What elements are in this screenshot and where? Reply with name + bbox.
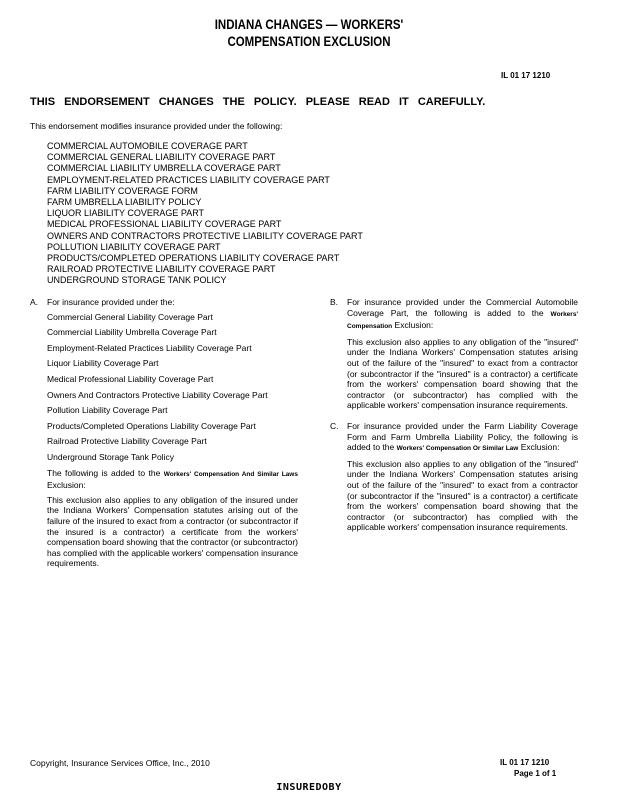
insuredoby-stamp: INSUREDOBY xyxy=(276,782,342,793)
section-letter: C. xyxy=(330,420,339,431)
endorsement-banner: THIS ENDORSEMENT CHANGES THE POLICY. PLEASE READ IT CAREFULLY. xyxy=(30,96,486,108)
section-b-c xyxy=(330,297,578,537)
coverage-part-item: POLLUTION LIABILITY COVERAGE PART xyxy=(47,241,221,252)
section-c-lead: For insurance provided under the Farm Liability Coverage Form and Farm Umbrella Liability Policy, the following is added to the Workers' Compensation Or Similar Law Exclusion: xyxy=(347,420,578,453)
coverage-part-item: LIQUOR LIABILITY COVERAGE PART xyxy=(47,208,205,219)
coverage-part-item: COMMERCIAL GENERAL LIABILITY COVERAGE PART xyxy=(47,152,276,163)
section-c-body: This exclusion also applies to any obligation of the "insured" under the Indiana Workers' Compensation statutes arising out of the failure of the "insured" to exact from a contractor (or subcontractor if the "insured" is a contractor) a certificate from the workers' compensation board showing that the contractor (or subcontractor) has complied with the applicable workers' compensation insurance requirements. xyxy=(347,458,578,533)
page-indicator: Page 1 of 1 xyxy=(514,769,557,778)
section-a-item: Medical Professional Liability Coverage Part xyxy=(47,373,214,384)
section-b xyxy=(330,297,578,415)
section-a-items xyxy=(47,312,298,463)
coverage-part-item: COMMERCIAL LIABILITY UMBRELLA COVERAGE PART xyxy=(47,163,281,174)
section-a-item: Railroad Protective Liability Coverage Part xyxy=(47,436,207,447)
section-a-item: Products/Completed Operations Liability Coverage Part xyxy=(47,420,256,431)
section-a-body: This exclusion also applies to any obligation of the insured under the Indiana Workers' Compensation statutes arising out of the failure of the insured to exact from a contractor (or subcontractor if the insured is a contractor) a certificate from the workers' compensation board showing that the contractor (or subcontractor) has complied with the applicable workers' compensation insurance requirements. xyxy=(47,494,298,569)
section-letter: B. xyxy=(330,297,339,307)
section-b-lead: For insurance provided under the Commercial Automobile Coverage Part, the following is added to the Workers' Compensation Exclusion: xyxy=(347,297,578,331)
coverage-part-item: COMMERCIAL AUTOMOBILE COVERAGE PART xyxy=(47,141,248,151)
section-a-added: The following is added to the Workers' Compensation And Similar Laws Exclusion: xyxy=(47,467,298,491)
section-a-item: Employment-Related Practices Liability Coverage Part xyxy=(47,342,252,353)
section-a-item: Pollution Liability Coverage Part xyxy=(47,405,168,416)
coverage-part-item: EMPLOYMENT-RELATED PRACTICES LIABILITY COVERAGE PART xyxy=(47,174,330,185)
document-title-line-1: INDIANA CHANGES — WORKERS' xyxy=(214,16,404,32)
coverage-parts-list xyxy=(47,141,363,287)
form-number-footer: IL 01 17 1210 xyxy=(500,758,550,767)
section-a xyxy=(30,297,298,573)
coverage-part-item: OWNERS AND CONTRACTORS PROTECTIVE LIABILITY COVERAGE PART xyxy=(47,230,363,241)
copyright-text: Copyright, Insurance Services Office, Inc., 2010 xyxy=(30,758,210,768)
section-a-item: Owners And Contractors Protective Liability Coverage Part xyxy=(47,389,268,400)
coverage-part-item: RAILROAD PROTECTIVE LIABILITY COVERAGE PART xyxy=(47,264,276,275)
section-letter: A. xyxy=(30,297,39,307)
section-a-lead: For insurance provided under the: xyxy=(47,297,175,307)
intro-text: This endorsement modifies insurance provided under the following: xyxy=(30,121,283,131)
section-b-body: This exclusion also applies to any obligation of the "insured" under the Indiana Workers' Compensation statutes arising out of the failure of the "insured" to exact from a contractor (or subcontractor if the "insured" is a contractor) a certificate from the workers' compensation board showing that the contractor (or subcontractor) has complied with the applicable workers' compensation insurance requirements. xyxy=(347,336,578,411)
section-a-item: Commercial Liability Umbrella Coverage Part xyxy=(47,327,217,338)
coverage-part-item: FARM LIABILITY COVERAGE FORM xyxy=(47,185,198,196)
form-number-header: IL 01 17 1210 xyxy=(501,71,551,80)
section-a-item: Liquor Liability Coverage Part xyxy=(47,358,159,369)
section-c xyxy=(330,421,578,537)
coverage-part-item: MEDICAL PROFESSIONAL LIABILITY COVERAGE PART xyxy=(47,219,282,230)
coverage-part-item: FARM UMBRELLA LIABILITY POLICY xyxy=(47,197,202,208)
section-a-item: Commercial General Liability Coverage Part xyxy=(47,311,213,322)
section-a-item: Underground Storage Tank Policy xyxy=(47,451,174,462)
coverage-part-item: UNDERGROUND STORAGE TANK POLICY xyxy=(47,275,227,286)
document-title-line-2: COMPENSATION EXCLUSION xyxy=(227,33,391,49)
coverage-part-item: PRODUCTS/COMPLETED OPERATIONS LIABILITY COVERAGE PART xyxy=(47,253,340,264)
